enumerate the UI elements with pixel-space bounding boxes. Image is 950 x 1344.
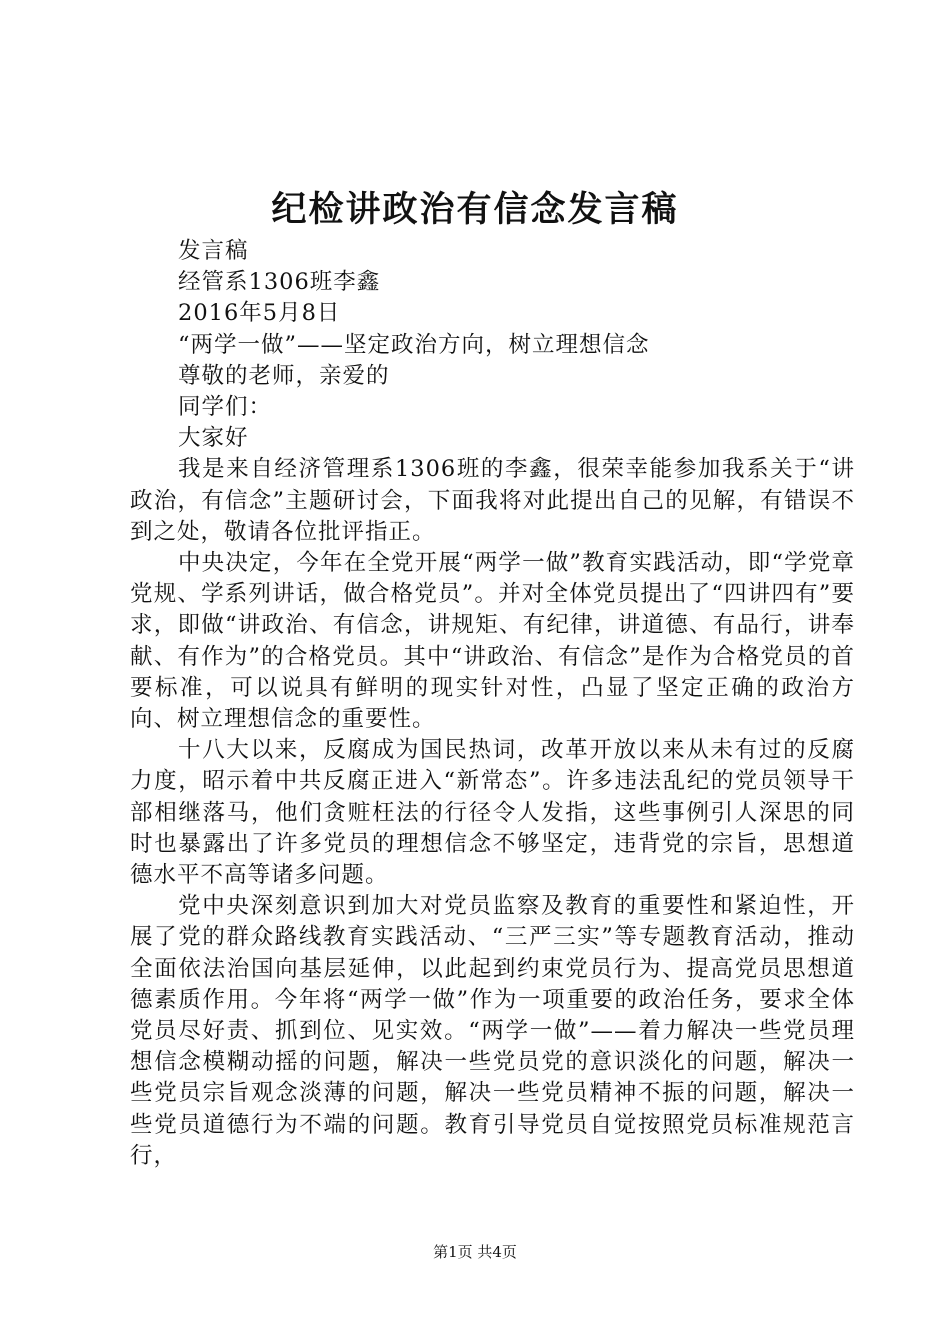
header-line-topic: “两学一做”——坚定政治方向，树立理想信念 xyxy=(178,331,650,358)
header-line-salutation: 尊敬的老师，亲爱的 xyxy=(178,362,390,389)
paragraph-intro: 我是来自经济管理系1306班的李鑫，很荣幸能参加我系关于“讲政治，有信念”主题研讨会，下面我将对此提出自己的见解，有错误不到之处，敬请各位批评指正。 xyxy=(130,456,855,545)
header-line-greeting: 大家好 xyxy=(178,425,249,452)
paragraph-party-education: 党中央深刻意识到加大对党员监察及教育的重要性和紧迫性，开展了党的群众路线教育实践活动、“三严三实”等专题教育活动，推动全面依法治国向基层延伸，以此起到约束党员行为、提高党员思想道德素质作用。今年将“两学一做”作为一项重要的政治任务，要求全体党员尽好责、抓到位、见实效。“两学一做”——着力解决一些党员理想信念模糊动摇的问题，解决一些党员党的意识淡化的问题，解决一些党员宗旨观念淡薄的问题，解决一些党员精神不振的问题，解决一些党员道德行为不端的问题。教育引导党员自觉按照党员标准规范言行， xyxy=(130,893,855,1169)
paragraph-anti-corruption: 十八大以来，反腐成为国民热词，改革开放以来从未有过的反腐力度，昭示着中共反腐正进入“新常态”。许多违法乱纪的党员领导干部相继落马，他们贪赃枉法的行径令人发指，这些事例引人深思的同时也暴露出了许多党员的理想信念不够坚定，违背党的宗旨，思想道德水平不高等诸多问题。 xyxy=(130,737,855,889)
header-line-date: 2016年5月8日 xyxy=(178,300,341,327)
header-line-author: 经管系1306班李鑫 xyxy=(178,269,381,296)
header-line-speech: 发言稿 xyxy=(178,238,249,264)
document-title: 纪检讲政治有信念发言稿 xyxy=(271,189,679,230)
page-footer: 第1页 共4页 xyxy=(433,1243,517,1261)
paragraph-central-decision: 中央决定，今年在全党开展“两学一做”教育实践活动，即“学党章党规、学系列讲话，做合格党员”。并对全体党员提出了“四讲四有”要求，即做“讲政治、有信念，讲规矩、有纪律，讲道德、有品行，讲奉献、有作为”的合格党员。其中“讲政治、有信念”是作为合格党员的首要标准，可以说具有鲜明的现实针对性，凸显了坚定正确的政治方向、树立理想信念的重要性。 xyxy=(130,550,855,733)
document-body xyxy=(130,236,855,1172)
header-line-classmates: 同学们： xyxy=(178,394,273,421)
